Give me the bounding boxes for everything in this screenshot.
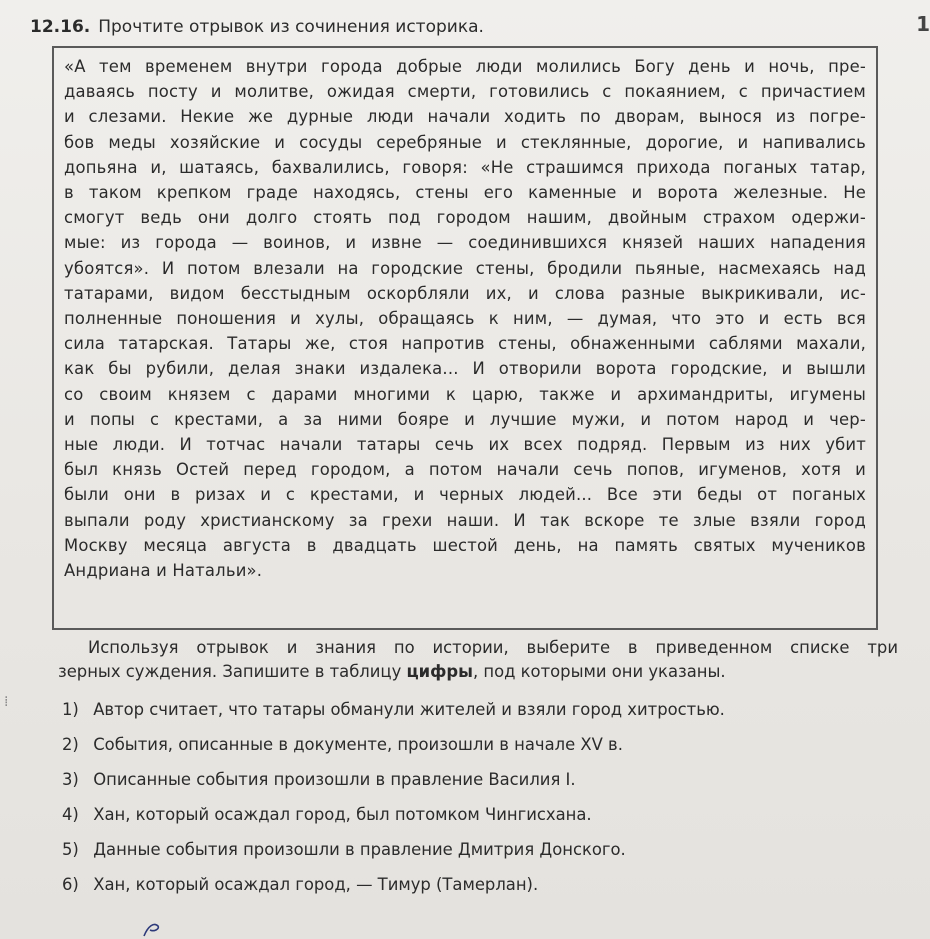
option-text: Автор считает, что татары обманули жителей и взяли город хитростью. <box>93 700 725 719</box>
excerpt-line: и попы с крестами, а за ними бояре и лучшие мужи, и потом народ и чер- <box>64 409 866 429</box>
excerpt-line: убоятся». И потом влезали на городские стены, бродили пьяные, насмехаясь над <box>64 258 866 278</box>
historian-excerpt-box <box>52 46 878 630</box>
task-header <box>30 16 890 38</box>
excerpt-line: бов меды хозяйские и сосуды серебряные и стеклянные, дорогие, и напивались <box>64 132 866 152</box>
answer-option <box>62 727 902 762</box>
excerpt-line: мые: из города — воинов, и извне — соединившихся князей наших нападения <box>64 233 866 253</box>
pen-scribble-mark <box>140 920 166 938</box>
option-number: 4) <box>62 805 79 824</box>
task-title: Прочтите отрывок из сочинения историка. <box>98 17 484 37</box>
option-text: Описанные события произошли в правление Василия I. <box>93 770 576 789</box>
excerpt-line: сила татарская. Татары же, стоя напротив стены, обнаженными саблями махали, <box>64 334 866 354</box>
answer-option <box>62 797 902 832</box>
instruction-bold-word: цифры <box>406 662 473 681</box>
instruction-line-2 <box>58 660 898 684</box>
option-number: 6) <box>62 875 79 894</box>
answer-option <box>62 692 902 727</box>
excerpt-line: полненные поношения и хулы, обращаясь к ним, — думая, что это и есть вся <box>64 309 866 329</box>
task-instruction <box>58 636 898 684</box>
option-text: Хан, который осаждал город, — Тимур (Тамерлан). <box>93 875 539 894</box>
excerpt-line: даваясь посту и молитве, ожидая смерти, готовились с покаянием, с причастием <box>64 82 866 102</box>
option-number: 1) <box>62 700 79 719</box>
option-text: Данные события произошли в правление Дмитрия Донского. <box>93 840 626 859</box>
excerpt-line: «А тем временем внутри города добрые люди молились Богу день и ночь, пре- <box>64 57 866 76</box>
instruction-text: , под которыми они указаны. <box>472 662 726 681</box>
instruction-text: зерных суждения. Запишите в таблицу <box>58 662 407 681</box>
excerpt-line: Москву месяца августа в двадцать шестой день, на память святых мучеников <box>64 535 866 555</box>
excerpt-line: в таком крепком граде находясь, стены его каменные и ворота железные. Не <box>64 183 866 203</box>
excerpt-line: татарами, видом бесстыдным оскорбляли их, и слова разные выкрикивали, ис- <box>64 283 866 303</box>
option-number: 2) <box>62 735 79 754</box>
answer-option <box>62 762 902 797</box>
excerpt-line: ные люди. И тотчас начали татары сечь их всех подряд. Первым из них убит <box>64 435 866 455</box>
excerpt-line: смогут ведь они долго стоять под городом нашим, двойным страхом одержи- <box>64 208 866 228</box>
excerpt-line: были они в ризах и с крестами, и черных людей... Все эти беды от поганых <box>64 485 866 505</box>
excerpt-line: как бы рубили, делая знаки издалека... И отворили ворота городские, и вышли <box>64 359 866 379</box>
excerpt-line: был князь Остей перед городом, а потом начали сечь попов, игуменов, хотя и <box>64 460 866 480</box>
instruction-line-1: Используя отрывок и знания по истории, выберите в приведенном списке три <box>88 638 898 657</box>
answer-option <box>62 867 902 902</box>
excerpt-line: со своим князем с дарами многими к царю, также и архимандриты, игумены <box>64 384 866 404</box>
option-text: События, описанные в документе, произошли в начале XV в. <box>93 735 623 754</box>
next-task-number: 1 <box>916 12 930 36</box>
option-text: Хан, который осаждал город, был потомком Чингисхана. <box>93 805 592 824</box>
answer-option <box>62 832 902 867</box>
option-number: 5) <box>62 840 79 859</box>
answer-options <box>62 692 902 902</box>
excerpt-line: и слезами. Некие же дурные люди начали ходить по дворам, вынося из погре- <box>64 107 866 127</box>
margin-mark: ⁞ <box>4 694 9 710</box>
excerpt-line: выпали роду христианскому за грехи наши. И так вскоре те злые взяли город <box>64 510 866 530</box>
option-number: 3) <box>62 770 79 789</box>
excerpt-line: Андриана и Натальи». <box>64 561 263 581</box>
excerpt-line: допьяна и, шатаясь, бахвалились, говоря: «Не страшимся прихода поганых татар, <box>64 157 866 177</box>
task-number: 12.16. <box>30 17 91 37</box>
